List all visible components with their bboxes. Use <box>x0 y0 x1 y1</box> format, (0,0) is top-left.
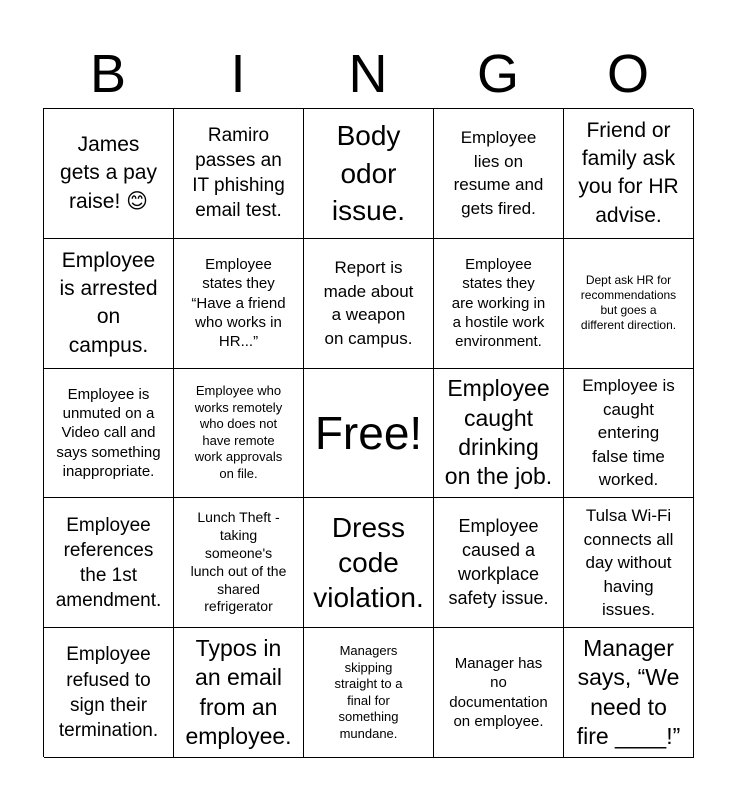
header-letter-n: N <box>348 44 388 104</box>
header-letter-i: I <box>230 44 246 104</box>
bingo-cell-text: Manager says, “We need to fire ____!” <box>576 634 681 750</box>
bingo-cell-free[interactable] <box>304 369 434 499</box>
bingo-cell-text: Report is made about a weapon on campus. <box>323 258 414 348</box>
header-letter-b: B <box>89 44 127 104</box>
bingo-cell-text: Manager has no documentation on employee. <box>449 655 548 730</box>
bingo-cell-r2-c1[interactable] <box>44 239 174 369</box>
bingo-cell-r5-c1[interactable] <box>44 628 174 758</box>
bingo-cell-text: Employee caught drinking on the job. <box>444 375 553 490</box>
bingo-cell-r1-c1[interactable] <box>44 109 174 239</box>
bingo-cell-r3-c5[interactable] <box>564 369 694 499</box>
bingo-cell-r4-c1[interactable] <box>44 498 174 628</box>
bingo-cell-r5-c5[interactable] <box>564 628 694 758</box>
bingo-cell-text: Lunch Theft - taking someone's lunch out of the shared refrigerator <box>190 509 287 615</box>
bingo-cell-r3-c4[interactable] <box>434 369 564 499</box>
bingo-cell-text: Typos in an email from an employee. <box>185 634 292 750</box>
bingo-cell-text: Employee is unmuted on a Video call and says something inappropriate. <box>56 386 161 480</box>
bingo-cell-r4-c4[interactable] <box>434 498 564 628</box>
bingo-cell-r4-c2[interactable] <box>174 498 304 628</box>
bingo-cell-r3-c2[interactable] <box>174 369 304 499</box>
bingo-cell-text: Tulsa Wi-Fi connects all day without having issues. <box>583 506 674 619</box>
bingo-cell-r2-c5[interactable] <box>564 239 694 369</box>
header-letter-g: G <box>476 44 519 104</box>
header-letter-o: O <box>606 44 649 104</box>
bingo-cell-r5-c4[interactable] <box>434 628 564 758</box>
bingo-cell-text: Employee is arrested on campus. <box>59 248 158 357</box>
bingo-cell-text: Managers skipping straight to a final for something mundane. <box>334 643 403 741</box>
bingo-cell-r3-c1[interactable] <box>44 369 174 499</box>
bingo-cell-text: Dept ask HR for recommendations but goes a different direction. <box>580 272 677 333</box>
bingo-cell-r2-c4[interactable] <box>434 239 564 369</box>
bingo-cell-text: Employee refused to sign their termination. <box>58 644 159 741</box>
bingo-cell-text: Employee lies on resume and gets fired. <box>453 128 544 218</box>
bingo-cell-text: Employee who works remotely who does not have remote work approvals on file. <box>194 383 283 481</box>
bingo-cell-r1-c2[interactable] <box>174 109 304 239</box>
free-space-label: Free! <box>314 406 423 459</box>
bingo-cell-r4-c3[interactable] <box>304 498 434 628</box>
bingo-cell-text: Friend or family ask you for HR advise. <box>578 118 679 227</box>
bingo-cell-r5-c2[interactable] <box>174 628 304 758</box>
bingo-cell-r2-c3[interactable] <box>304 239 434 369</box>
bingo-cell-text: Ramiro passes an IT phishing email test. <box>192 125 285 222</box>
bingo-cell-text: James gets a pay raise! 😊 <box>60 132 157 213</box>
bingo-cell-text: Employee states they are working in a hostile work environment. <box>451 256 546 350</box>
bingo-cell-r1-c3[interactable] <box>304 109 434 239</box>
bingo-cell-r4-c5[interactable] <box>564 498 694 628</box>
bingo-cell-r5-c3[interactable] <box>304 628 434 758</box>
bingo-card-grid <box>43 108 693 757</box>
bingo-cell-text: Dress code violation. <box>313 512 424 614</box>
bingo-cell-r1-c5[interactable] <box>564 109 694 239</box>
bingo-cell-text: Employee references the 1st amendment. <box>55 514 162 611</box>
bingo-cell-text: Body odor issue. <box>331 120 406 227</box>
bingo-cell-text: Employee states they “Have a friend who works in HR...” <box>191 256 286 350</box>
bingo-cell-r2-c2[interactable] <box>174 239 304 369</box>
bingo-header <box>43 40 693 108</box>
bingo-cell-r1-c4[interactable] <box>434 109 564 239</box>
bingo-cell-text: Employee caused a workplace safety issue. <box>448 516 549 608</box>
bingo-cell-text: Employee is caught entering false time worked. <box>582 376 675 490</box>
